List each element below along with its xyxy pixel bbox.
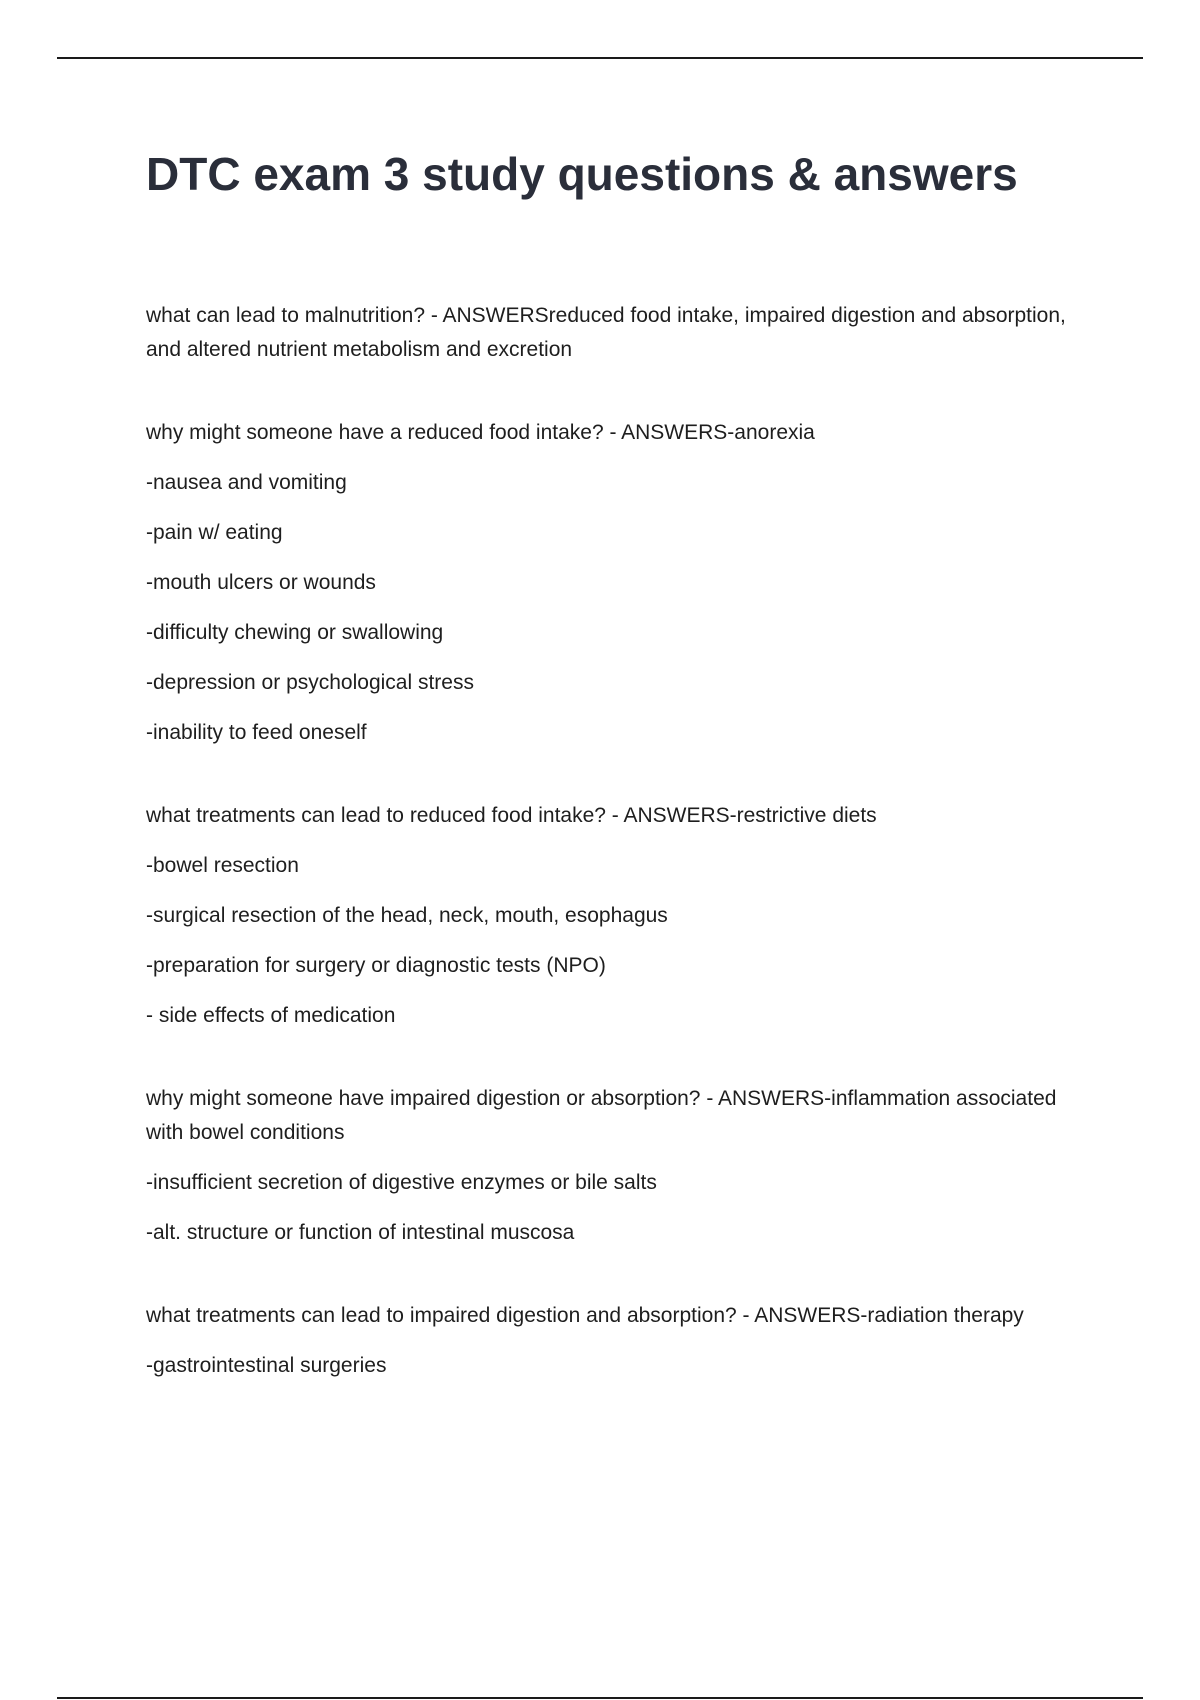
answer-item: -mouth ulcers or wounds [146,571,376,594]
qa-section-4 [146,1082,1086,1250]
answer-item: -pain w/ eating [146,521,283,544]
question-answer-line: what treatments can lead to reduced food intake? - ANSWERS-restrictive diets [146,804,877,827]
answer-item: -preparation for surgery or diagnostic tests (NPO) [146,954,606,977]
answer-item: -gastrointestinal surgeries [146,1354,387,1377]
answer-item: -inability to feed oneself [146,721,367,744]
answer-item: -nausea and vomiting [146,471,347,494]
qa-section-3 [146,799,1086,1033]
qa-section-2 [146,416,1086,750]
top-divider [57,57,1143,59]
answer-item: -insufficient secretion of digestive enzymes or bile salts [146,1171,657,1194]
bottom-divider [57,1697,1143,1699]
answer-item: -difficulty chewing or swallowing [146,621,444,644]
question-answer-line: why might someone have impaired digestion or absorption? - ANSWERS-inflammation associated with bowel conditions [146,1087,1057,1144]
answer-item: -bowel resection [146,854,299,877]
qa-section-1 [146,299,1086,367]
answer-item: -depression or psychological stress [146,671,474,694]
qa-list [146,299,1086,1432]
answer-item: -alt. structure or function of intestinal muscosa [146,1221,575,1244]
qa-section-5 [146,1299,1086,1383]
answer-item: -surgical resection of the head, neck, mouth, esophagus [146,904,668,927]
question-answer-line: why might someone have a reduced food intake? - ANSWERS-anorexia [146,421,815,444]
answer-item: - side effects of medication [146,1004,396,1027]
question-answer-line: what treatments can lead to impaired digestion and absorption? - ANSWERS-radiation therapy [146,1304,1024,1327]
question-answer-line: what can lead to malnutrition? - ANSWERSreduced food intake, impaired digestion and absorption, and altered nutrient metabolism and excretion [146,304,1066,361]
document-title: DTC exam 3 study questions & answers [146,148,1018,200]
